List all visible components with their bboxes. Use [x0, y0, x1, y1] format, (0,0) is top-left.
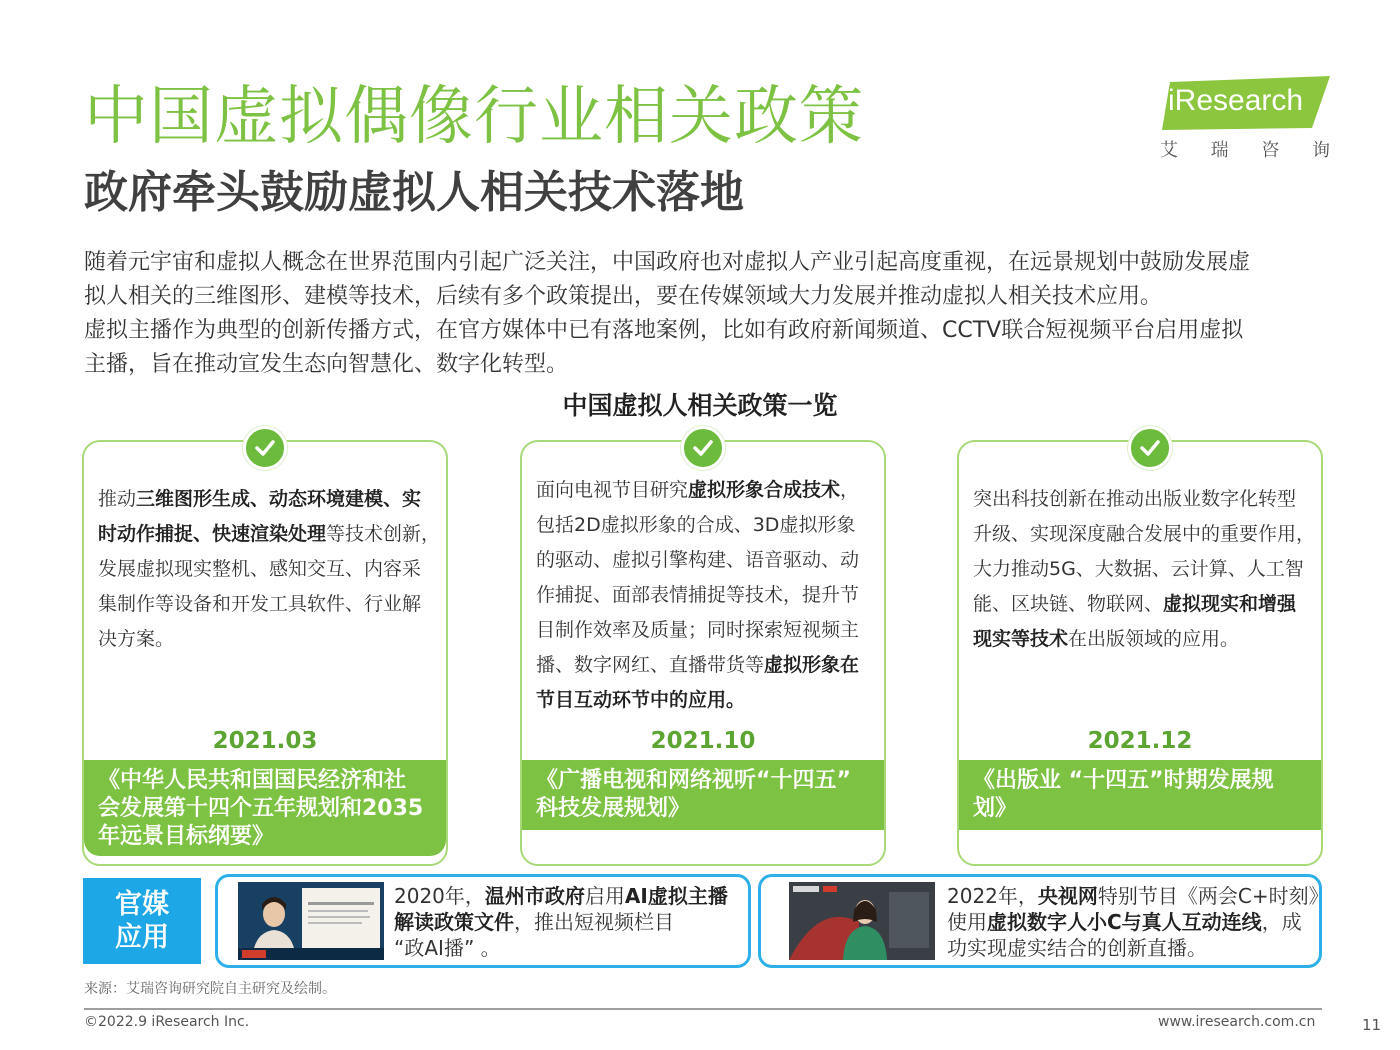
text-segment: 能、区块链、物联网、	[973, 593, 1164, 615]
logo-cn-char: 询	[1311, 140, 1330, 161]
intro-paragraph	[84, 246, 1324, 382]
bold-text: 虚拟形象在	[764, 654, 860, 676]
text-line	[98, 622, 436, 657]
copyright: ©2022.9 iResearch Inc.	[84, 1014, 250, 1030]
bold-text: 温州市政府	[484, 884, 585, 908]
text-line	[536, 543, 874, 578]
intro-line: 拟人相关的三维图形、建模等技术，后续有多个政策提出，要在传媒领域大力发展并推动虚拟人相关技术应用。	[84, 284, 1163, 309]
text-line	[98, 552, 436, 587]
policy-name-line: 《出版业 “十四五”时期发展规	[973, 768, 1274, 793]
text-line	[394, 883, 728, 909]
policy-name-line: 《广播电视和网络视听“十四五”	[536, 768, 851, 793]
policy-card-body	[98, 482, 441, 657]
media-case-text	[394, 883, 728, 961]
policy-name-band	[959, 760, 1321, 830]
text-segment: ，	[840, 479, 860, 501]
text-segment: 面向电视节目研究	[536, 479, 689, 501]
text-segment: 推动	[98, 488, 137, 510]
policy-date: 2021.10	[650, 728, 756, 754]
footer-divider	[84, 1008, 1322, 1010]
intro-line: 主播，旨在推动宣发生态向智慧化、数字化转型。	[84, 352, 569, 377]
policy-name-line: 年远景目标纲要》	[98, 824, 275, 849]
policy-card-2	[520, 440, 886, 866]
media-case-cctv	[758, 874, 1329, 968]
text-line	[947, 935, 1329, 961]
bold-text: AI虚拟主播	[624, 884, 728, 908]
logo-cn-char: 瑞	[1210, 140, 1229, 161]
logo-brand-text: iResearch	[1168, 84, 1304, 117]
text-segment: 突出科技创新在推动出版业数字化转型	[973, 488, 1297, 510]
text-line	[973, 552, 1311, 587]
policy-name-line: 《中华人民共和国国民经济和社	[98, 768, 407, 793]
text-line	[536, 648, 874, 683]
policy-date: 2021.12	[1087, 728, 1193, 754]
text-segment: 使用	[947, 910, 987, 934]
virtual-anchor-image	[238, 882, 384, 960]
text-line	[973, 622, 1311, 657]
logo-cn-text	[1160, 136, 1330, 162]
text-segment: 等技术创新，	[326, 523, 441, 545]
policy-name-line: 会发展第十四个五年规划和2035	[98, 796, 424, 821]
website-link[interactable]: www.iresearch.com.cn	[1158, 1014, 1316, 1030]
policy-card-body	[973, 482, 1316, 657]
bold-text: 虚拟数字人小C与真人互动连线	[987, 910, 1262, 934]
policy-card-body	[536, 473, 874, 718]
text-segment: 播、数字网红、直播带货等	[536, 654, 765, 676]
text-line	[98, 482, 436, 517]
text-segment: 升级、实现深度融合发展中的重要作用，	[973, 523, 1316, 545]
bold-text: 现实等技术	[973, 628, 1069, 650]
bold-text: 三维图形生成、动态环境建模、实	[136, 488, 422, 510]
media-label	[83, 878, 201, 964]
check-icon	[681, 426, 725, 470]
text-line	[536, 473, 874, 508]
bold-text: 央视网	[1037, 884, 1098, 908]
text-line	[947, 883, 1329, 909]
page-number: 11	[1362, 1016, 1382, 1034]
bold-text: 虚拟形象合成技术	[688, 479, 841, 501]
text-segment: 包括2D虚拟形象的合成、3D虚拟形象	[536, 514, 856, 536]
policy-card-1	[82, 440, 448, 866]
media-case-text	[947, 883, 1329, 961]
text-line	[973, 587, 1311, 622]
check-icon	[1128, 426, 1172, 470]
intro-line: 虚拟主播作为典型的创新传播方式，在官方媒体中已有落地案例，比如有政府新闻频道、CCTV联合短视频平台启用虚拟	[84, 318, 1244, 343]
text-line	[973, 482, 1311, 517]
text-segment: 集制作等设备和开发工具软件、行业解	[98, 593, 422, 615]
logo-cn-char: 咨	[1261, 140, 1280, 161]
text-segment: 功实现虚实结合的创新直播。	[947, 936, 1207, 960]
digital-human-image	[789, 882, 935, 960]
policy-name-line: 科技发展规划》	[536, 796, 691, 821]
news-thumbnail	[238, 882, 384, 960]
text-line	[973, 517, 1316, 552]
text-segment: ，成	[1261, 910, 1302, 934]
text-segment: 目制作效率及质量；同时探索短视频主	[536, 619, 860, 641]
media-case-wenzhou	[215, 874, 751, 968]
text-segment: 在出版领域的应用。	[1068, 628, 1240, 650]
source-note: 来源：艾瑞咨询研究院自主研究及绘制。	[84, 981, 336, 997]
bold-text: 虚拟现实和增强	[1163, 593, 1297, 615]
text-segment: 2022年，	[947, 884, 1038, 908]
text-segment: 发展虚拟现实整机、感知交互、内容采	[98, 558, 422, 580]
text-segment: “政AI播” 。	[394, 936, 501, 960]
policy-name-line: 划》	[973, 796, 1018, 821]
check-icon	[243, 426, 287, 470]
policy-card-3	[957, 440, 1323, 866]
text-segment: 决方案。	[98, 628, 175, 650]
page-title: 中国虚拟偶像行业相关政策	[84, 80, 864, 154]
text-line	[394, 935, 728, 961]
text-line	[98, 517, 441, 552]
text-line	[947, 909, 1329, 935]
bold-text: 时动作捕捉、快速渲染处理	[98, 523, 327, 545]
media-label-line: 官媒	[115, 889, 169, 920]
intro-line: 随着元宇宙和虚拟人概念在世界范围内引起广泛关注，中国政府也对虚拟人产业引起高度重视，在远景规划中鼓励发展虚	[84, 250, 1251, 275]
logo-cn-char: 艾	[1160, 140, 1178, 161]
text-segment: 2020年，	[394, 884, 485, 908]
text-line	[536, 578, 874, 613]
text-line	[98, 587, 436, 622]
text-line	[536, 508, 874, 543]
text-segment: 特别节目《两会C+时刻》	[1097, 884, 1329, 908]
text-line	[536, 613, 874, 648]
text-line	[536, 683, 874, 718]
iresearch-logo	[1156, 74, 1331, 164]
text-line	[394, 909, 728, 935]
policy-date: 2021.03	[212, 728, 318, 754]
policy-section-title: 中国虚拟人相关政策一览	[562, 391, 838, 420]
text-segment: 大力推动5G、大数据、云计算、人工智	[973, 558, 1304, 580]
news-thumbnail	[789, 882, 935, 960]
text-segment: 的驱动、虚拟引擎构建、语音驱动、动	[536, 549, 860, 571]
bold-text: 节目互动环节中的应用。	[536, 689, 746, 711]
policy-name-band	[522, 760, 884, 830]
page-subtitle: 政府牵头鼓励虚拟人相关技术落地	[84, 167, 744, 218]
policy-name-band	[84, 760, 446, 856]
text-segment: ，推出短视频栏目	[514, 910, 674, 934]
text-segment: 作捕捉、面部表情捕捉等技术，提升节	[536, 584, 860, 606]
media-label-line: 应用	[115, 922, 169, 953]
bold-text: 解读政策文件	[394, 910, 514, 934]
text-segment: 启用	[584, 884, 625, 908]
